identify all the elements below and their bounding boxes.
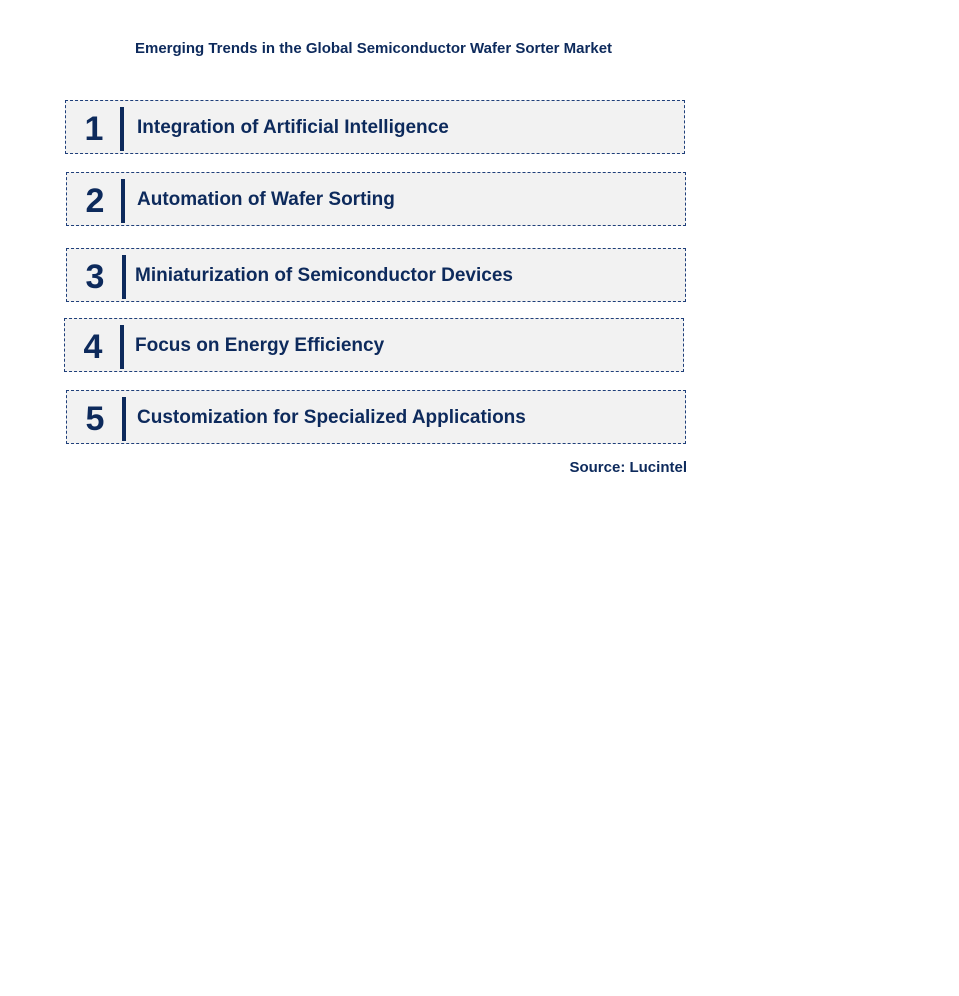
trend-label: Focus on Energy Efficiency [135, 335, 385, 356]
diagram-title: Emerging Trends in the Global Semiconductor Wafer Sorter Market [135, 40, 613, 57]
trend-number: 4 [83, 328, 103, 366]
trend-label: Integration of Artificial Intelligence [137, 117, 449, 138]
trend-label: Customization for Specialized Applications [137, 407, 526, 428]
trend-label: Miniaturization of Semiconductor Devices [135, 265, 513, 286]
trend-divider [120, 107, 124, 151]
trend-item-4 [64, 318, 684, 372]
trend-divider [121, 179, 125, 223]
source-note: Source: Lucintel [569, 459, 687, 476]
trend-item-3 [66, 248, 686, 302]
trend-item-5 [66, 390, 686, 444]
trend-number: 5 [85, 400, 105, 438]
trend-item-1 [65, 100, 685, 154]
trend-divider [120, 325, 124, 369]
trend-divider [122, 397, 126, 441]
trend-number: 3 [85, 258, 105, 296]
trend-divider [122, 255, 126, 299]
trend-label: Automation of Wafer Sorting [137, 189, 395, 210]
trend-number: 2 [85, 182, 105, 220]
trend-number: 1 [84, 110, 104, 148]
trend-item-2 [66, 172, 686, 226]
